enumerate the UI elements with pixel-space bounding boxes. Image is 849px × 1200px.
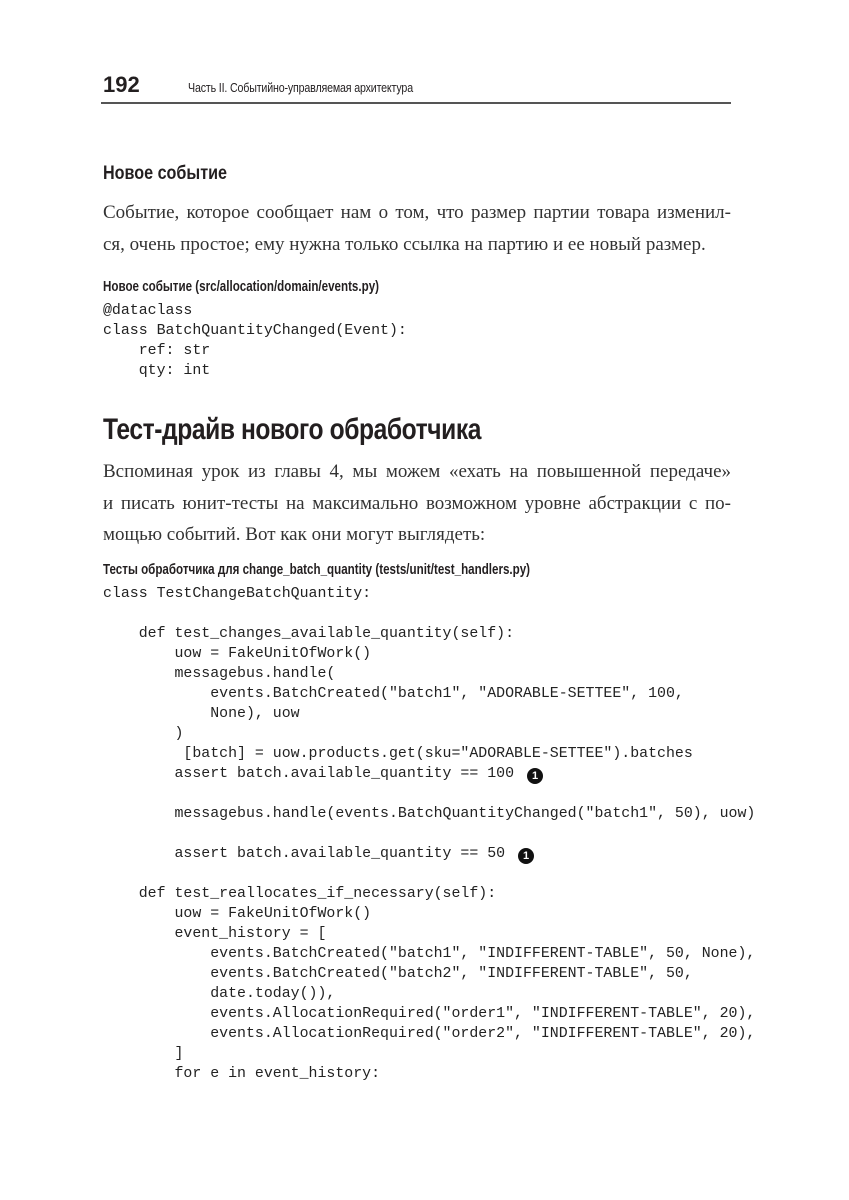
code-block-tests bbox=[103, 584, 755, 1084]
code-line bbox=[103, 864, 755, 884]
code-line bbox=[103, 624, 755, 644]
code-text: def test_changes_available_quantity(self): bbox=[103, 626, 515, 642]
code-text: @dataclass bbox=[103, 303, 193, 319]
code-line bbox=[103, 784, 755, 804]
header-rule bbox=[101, 102, 731, 104]
code-text: uow = FakeUnitOfWork() bbox=[103, 646, 372, 662]
code-line bbox=[103, 604, 755, 624]
running-title: Часть II. Событийно-управляемая архитектура bbox=[188, 80, 413, 95]
code-line bbox=[103, 584, 755, 604]
code-line bbox=[103, 1004, 755, 1024]
code-line bbox=[103, 644, 755, 664]
code-line bbox=[103, 704, 755, 724]
code-text: def test_reallocates_if_necessary(self): bbox=[103, 886, 497, 902]
code-line bbox=[103, 664, 755, 684]
paragraph-line: ся, очень простое; ему нужна только ссылка на партию и ее новый размер. bbox=[103, 233, 706, 255]
code-line bbox=[103, 844, 755, 864]
paragraph-line: Событие, которое сообщает нам о том, что размер партии товара изменил- bbox=[103, 202, 731, 223]
paragraph-line: Вспоминая урок из главы 4, мы можем «ехать на повышенной передаче» bbox=[103, 461, 731, 482]
code-line bbox=[103, 904, 755, 924]
code-line bbox=[103, 824, 755, 844]
code-line bbox=[103, 944, 755, 964]
code-line bbox=[103, 341, 407, 361]
code-line bbox=[103, 1044, 755, 1064]
code-line bbox=[103, 1024, 755, 1044]
code-text: ] bbox=[103, 1046, 184, 1062]
code-line bbox=[103, 321, 407, 341]
code-line bbox=[103, 924, 755, 944]
code-text: for e in event_history: bbox=[103, 1066, 381, 1082]
paragraph-new-event bbox=[103, 197, 731, 260]
code-text: date.today()), bbox=[103, 986, 336, 1002]
code-line bbox=[103, 684, 755, 704]
code-line bbox=[103, 984, 755, 1004]
code-line bbox=[103, 724, 755, 744]
page-number: 192 bbox=[103, 72, 140, 97]
code-text: messagebus.handle( bbox=[103, 666, 336, 682]
code-line bbox=[103, 764, 755, 784]
code-text: events.BatchCreated("batch1", "INDIFFERENT-TABLE", 50, None), bbox=[103, 946, 756, 962]
section-heading-test-drive: Тест-драйв нового обработчика bbox=[103, 413, 482, 446]
code-text: [batch] = uow.products.get(sku="ADORABLE-SETTEE").batches bbox=[103, 746, 693, 762]
paragraph-line: и писать юнит-тесты на максимально возможном уровне абстракции с по- bbox=[103, 492, 731, 514]
code-text: events.AllocationRequired("order1", "INDIFFERENT-TABLE", 20), bbox=[103, 1006, 756, 1022]
code-line bbox=[103, 361, 407, 381]
code-block-events bbox=[103, 301, 407, 381]
code-text: class TestChangeBatchQuantity: bbox=[103, 586, 372, 602]
code-text: ref: str bbox=[103, 343, 211, 359]
callout-marker: 1 bbox=[527, 768, 543, 784]
code-text: events.BatchCreated("batch2", "INDIFFERENT-TABLE", 50, bbox=[103, 966, 693, 982]
code-text: ) bbox=[103, 726, 184, 742]
paragraph-line: мощью событий. Вот как они могут выглядеть: bbox=[103, 524, 486, 545]
code-text: messagebus.handle(events.BatchQuantityChanged("batch1", 50), uow) bbox=[103, 806, 756, 822]
code-text: qty: int bbox=[103, 363, 211, 379]
code-text: event_history = [ bbox=[103, 926, 327, 942]
code-caption: Новое событие (src/allocation/domain/events.py) bbox=[103, 279, 380, 295]
code-text: events.AllocationRequired("order2", "INDIFFERENT-TABLE", 20), bbox=[103, 1026, 756, 1042]
code-line bbox=[103, 1064, 755, 1084]
code-text: None), uow bbox=[103, 706, 300, 722]
code-line bbox=[103, 804, 755, 824]
code-text: uow = FakeUnitOfWork() bbox=[103, 906, 372, 922]
code-text: assert batch.available_quantity == 50 bbox=[103, 846, 506, 862]
code-text: assert batch.available_quantity == 100 bbox=[103, 766, 515, 782]
section-heading-new-event: Новое событие bbox=[103, 163, 228, 184]
code-text: class BatchQuantityChanged(Event): bbox=[103, 323, 407, 339]
code-text: events.BatchCreated("batch1", "ADORABLE-SETTEE", 100, bbox=[103, 686, 684, 702]
paragraph-test-drive bbox=[103, 456, 731, 551]
code-line bbox=[103, 964, 755, 984]
code-line bbox=[103, 301, 407, 321]
code-caption: Тесты обработчика для change_batch_quantity (tests/unit/test_handlers.py) bbox=[103, 562, 531, 578]
code-line bbox=[103, 884, 755, 904]
callout-marker: 1 bbox=[518, 848, 534, 864]
code-line bbox=[103, 744, 755, 764]
